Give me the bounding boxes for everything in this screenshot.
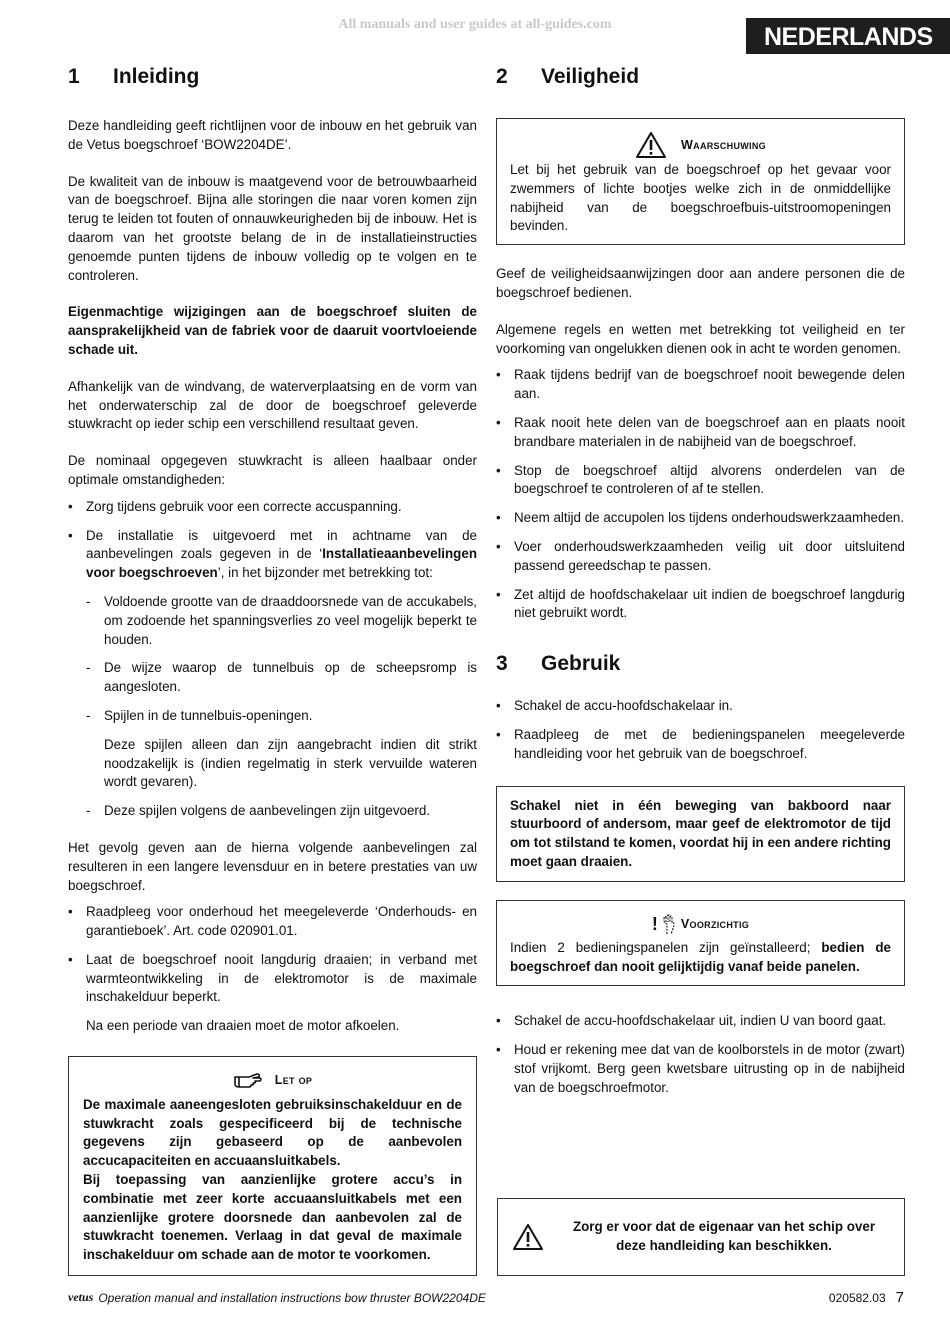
sub-list-item — [86, 593, 477, 649]
intro-paragraph: Deze handleiding geeft richtlijnen voor de inbouw en het gebruik van de Vetus boegschroef ‘BOW2204DE’. — [68, 118, 477, 152]
list-item-text: Raadpleeg de met de bedieningspanelen meegeleverde handleiding voor het gebruik van de boegschroef. — [514, 726, 905, 761]
list-item — [68, 951, 477, 1036]
sub-list-item-text: Voldoende grootte van de draaddoorsnede van de accukabels, om zodoende het spanningsverlies zo veel mogelijk beperkt te houden. — [104, 593, 477, 647]
nominal-paragraph: De nominaal opgegeven stuwkracht is alleen haalbaar onder optimale omstandigheden: — [68, 453, 477, 487]
right-column — [496, 60, 905, 1098]
vetus-logo: vetus — [68, 1290, 94, 1304]
bullet-mark: • — [496, 1042, 501, 1058]
caution-box-header — [510, 914, 891, 936]
sub-list-item — [86, 707, 477, 792]
language-tab: NEDERLANDS — [746, 18, 950, 54]
list-item-note: Na een periode van draaien moet de motor afkoelen. — [86, 1018, 400, 1034]
list-item-text: Raak tijdens bedrijf van de boegschroef nooit bewegende delen aan. — [514, 367, 905, 402]
hand-outline-icon — [662, 914, 676, 936]
use-list-2 — [496, 1012, 905, 1097]
page-number: 7 — [895, 1289, 904, 1306]
sub-list-note: Deze spijlen alleen dan zijn aangebracht indien dit strikt noodzakelijk is (indien regelmatig in sterk vervuilde wateren wordt gevaren). — [104, 736, 477, 790]
caution-text-bold: bedien de boegschroef dan nooit gelijktijdig vanaf beide panelen. — [510, 939, 891, 974]
sub-list — [86, 593, 477, 821]
bullet-mark: • — [496, 726, 501, 742]
dash-mark: - — [86, 593, 91, 609]
sub-list-item-text: Deze spijlen volgens de aanbevelingen zijn uitgevoerd. — [104, 803, 431, 819]
bullet-mark: • — [68, 951, 73, 967]
section-number: 2 — [496, 64, 508, 88]
warning-box-header — [510, 131, 891, 159]
list-item — [496, 586, 905, 624]
section-title: Inleiding — [113, 64, 200, 88]
list-item — [68, 903, 477, 941]
caution-box-text — [510, 939, 891, 977]
bullet-mark: • — [68, 527, 73, 543]
caution-box — [496, 900, 905, 987]
maintenance-list — [68, 903, 477, 1036]
conditions-list — [68, 498, 477, 821]
list-item-text: Zet altijd de hoofdschakelaar uit indien de boegschroef langdurig niet gebruikt wordt. — [514, 586, 905, 621]
watermark: All manuals and user guides at all-guides.com — [338, 17, 612, 32]
bullet-mark: • — [496, 586, 501, 602]
sub-list-item — [86, 659, 477, 697]
list-item-text: Neem altijd de accupolen los tijdens onderhoudswerkzaamheden. — [514, 510, 905, 526]
bullet-mark: • — [496, 510, 501, 526]
section-heading-inleiding — [68, 60, 477, 94]
safety-list — [496, 366, 905, 623]
note-box — [68, 1056, 477, 1276]
rules-paragraph: Algemene regels en wetten met betrekking tot veiligheid en ter voorkoming van ongelukken dienen ook in acht te worden genomen. — [496, 321, 905, 356]
warning-box-title: Waarschuwing — [681, 137, 766, 152]
document-code: 020582.03 — [828, 1290, 886, 1305]
bullet-mark: • — [496, 538, 501, 554]
list-item-bold-text: Installatieaanbevelingen voor boegschroeven — [86, 546, 477, 581]
section-heading-veiligheid — [496, 60, 905, 94]
list-item — [496, 697, 905, 716]
caution-hand-icon: ! — [651, 914, 658, 935]
list-item-text: Stop de boegschroef altijd alvorens onderdelen van de boegschroef te controleren of af te stellen. — [514, 462, 905, 497]
note-box-title: Let op — [274, 1073, 313, 1088]
sub-list-item-text: Spijlen in de tunnelbuis-openingen. — [104, 707, 313, 723]
warning-triangle-icon — [512, 1223, 544, 1251]
bullet-mark: • — [68, 904, 73, 920]
dash-mark: - — [86, 803, 91, 819]
list-item — [68, 498, 477, 517]
list-item — [68, 527, 477, 821]
section-heading-gebruik — [496, 647, 905, 681]
list-item-text: Schakel de accu-hoofdschakelaar uit, indien U van boord gaat. — [514, 1013, 887, 1029]
bullet-mark: • — [496, 414, 501, 430]
list-item-text: Voer onderhoudswerkzaamheden veilig uit door uitsluitend passend gereedschap te passen. — [514, 538, 905, 573]
caution-box-title: Voorzichtig — [680, 917, 750, 932]
page-footer — [68, 1289, 904, 1306]
list-item — [496, 538, 905, 576]
list-item — [496, 366, 905, 404]
list-item-text: Zorg tijdens gebruik voor een correcte accuspanning. — [86, 498, 402, 514]
bullet-mark: • — [496, 462, 501, 478]
list-item — [496, 1041, 905, 1097]
note-box-header — [83, 1071, 462, 1090]
list-item — [496, 414, 905, 452]
list-item-text: De installatie is uitgevoerd met in achtname van de aanbevelingen zoals gegeven in de ‘ — [86, 527, 477, 562]
list-item — [496, 509, 905, 528]
left-column — [68, 60, 477, 1276]
list-item — [496, 462, 905, 500]
note-box-text: Bij toepassing van aanzienlijke grotere accu’s in combinatie met zeer korte accuaansluitkabels met een aanzienlijke grotere doorsnede dan aanbevolen zal de stuwkracht toenemen. Verlaag in dat geval de maximale inschakelduur om schade aan de motor te voorkomen. — [83, 1172, 462, 1263]
dash-mark: - — [86, 707, 91, 723]
bullet-mark: • — [68, 498, 73, 514]
use-list — [496, 697, 905, 763]
warning-box — [496, 118, 905, 245]
quality-paragraph: De kwaliteit van de inbouw is maatgevend voor de betrouwbaarheid van de boegschroef. Bijna alle storingen die naar voren komen zijn terug te leiden tot fouten of onnauwkeurigheden bij de inbouw. Het is daarom van het grootste belang de in de installatieinstructies genoemde punten tijdens de inbouw volledig op te volgen en te controleren. — [68, 173, 477, 283]
warning-triangle-icon — [635, 131, 667, 159]
recommendations-paragraph: Het gevolg geven aan de hierna volgende aanbevelingen zal resulteren in een langere levensduur en in betere prestaties van uw boegschroef. — [68, 839, 477, 893]
section-number: 3 — [496, 651, 508, 675]
caution-text-regular: Indien 2 bedieningspanelen zijn geïnstalleerd; — [510, 939, 822, 955]
section-title: Veiligheid — [541, 64, 640, 88]
bullet-mark: • — [496, 1013, 501, 1029]
sub-list-item-text: De wijze waarop de tunnelbuis op de scheepsromp is aangesloten. — [104, 660, 477, 695]
section-number: 1 — [68, 64, 80, 88]
owner-box-text: Zorg er voor dat de eigenaar van het schip over deze handleiding kan beschikken. — [572, 1219, 876, 1253]
thrust-paragraph: Afhankelijk van de windvang, de waterverplaatsing en de vorm van het onderwaterschip zal de door de boegschroef geleverde stuwkracht op ieder schip een verschillend resultaat geven. — [68, 378, 477, 432]
list-item-text: Raak nooit hete delen van de boegschroef aan en plaats nooit brandbare materialen in de nabijheid van de boegschroef. — [514, 414, 905, 449]
liability-paragraph: Eigenmachtige wijzigingen aan de boegschroef sluiten de aansprakelijkheid van de fabriek voor de daaruit voortvloeiende schade uit. — [68, 304, 477, 357]
list-item-text: Laat de boegschroef nooit langdurig draaien; in verband met warmteontwikkeling in de elektromotor is de maximale inschakelduur beperkt. — [86, 951, 477, 1005]
list-item-text: Raadpleeg voor onderhoud het meegeleverde ‘Onderhouds- en garantieboek’. Art. code 020901.01. — [86, 904, 477, 939]
direction-box-text: Schakel niet in één beweging van bakboord naar stuurboord of andersom, maar geef de elektromotor de tijd om tot stilstand te komen, voordat hij in een andere richting moet gaan draaien. — [510, 797, 891, 869]
owner-box — [497, 1198, 905, 1276]
pointing-hand-icon — [233, 1072, 263, 1088]
warning-box-text: Let bij het gebruik van de boegschroef op het gevaar voor zwemmers of lichte bootjes welke zich in de onmiddellijke nabijheid van de boegschroefbuis-uitstroomopeningen bevinden. — [510, 162, 891, 234]
list-item — [496, 1012, 905, 1031]
note-box-text: De maximale aaneengesloten gebruiksinschakelduur en de stuwkracht zoals gespecificeerd bij de technische gegevens zijn gebaseerd op de aanbevolen accucapaciteiten en accuaansluitkabels. — [83, 1096, 462, 1169]
dash-mark: - — [86, 660, 91, 676]
sub-list-item — [86, 802, 477, 821]
bullet-mark: • — [496, 367, 501, 383]
footer-title: Operation manual and installation instructions bow thruster BOW2204DE — [98, 1290, 486, 1305]
list-item-text: Schakel de accu-hoofdschakelaar in. — [514, 698, 733, 714]
section-title: Gebruik — [541, 651, 621, 675]
list-item-text: ’, in het bijzonder met betrekking tot: — [217, 565, 433, 581]
direction-box — [496, 786, 905, 882]
list-item — [496, 726, 905, 764]
list-item-text: Houd er rekening mee dat van de koolborstels in de motor (zwart) stof vrijkomt. Berg geen kwetsbare uitrusting op in de nabijheid van de boegschroefmotor. — [514, 1042, 905, 1095]
bullet-mark: • — [496, 698, 501, 714]
instructions-paragraph: Geef de veiligheidsaanwijzingen door aan andere personen die de boegschroef bedienen. — [496, 266, 905, 300]
